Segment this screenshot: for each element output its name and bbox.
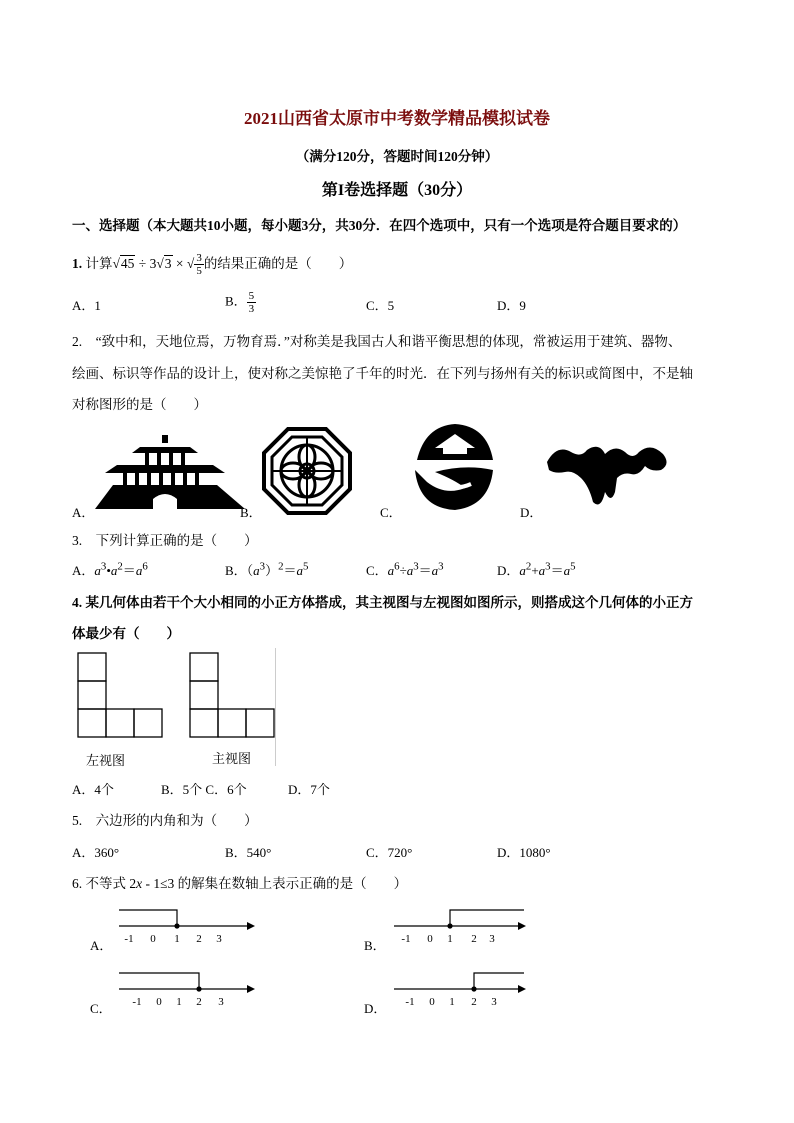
var: a	[296, 563, 304, 578]
q1-text-pre: 计算	[85, 256, 113, 271]
number-line-a	[115, 902, 255, 948]
var: x	[136, 876, 143, 891]
question-2-line-1: 2. “致中和，天地位焉，万物育焉．”对称美是我国古人和谐平衡思想的体现，常被运用于建筑、器物、	[72, 334, 682, 349]
option-d[interactable]: D．	[520, 505, 543, 520]
dragon-figure	[543, 442, 673, 512]
q1-text-mid: ÷ 3	[135, 256, 157, 271]
left-view-grid	[76, 651, 166, 739]
tick-labels	[124, 933, 222, 945]
option-d[interactable]: D．	[364, 1001, 387, 1016]
figure-border	[275, 648, 276, 766]
tick-label: 1	[447, 933, 453, 945]
tick-label: 0	[156, 996, 162, 1008]
left-view-caption: 左视图	[86, 753, 126, 768]
instructions: 一、选择题（本大题共10小题，每小题3分，共30分．在四个选项中，只有一个选项是符合题目要求的）	[72, 218, 687, 233]
question-3: 3. 下列计算正确的是（ ）	[72, 533, 258, 548]
var: a	[387, 563, 395, 578]
section-heading: 第I卷选择题（30分）	[321, 182, 473, 199]
front-view-grid	[188, 651, 278, 739]
option-b-c[interactable]: B．5个 C．6个	[161, 782, 247, 797]
option-b[interactable]: B．540°	[225, 845, 272, 860]
option-a[interactable]: A．	[72, 505, 95, 520]
exam-info: （满分120分，答题时间120分钟）	[295, 149, 499, 164]
option-label: B．	[225, 293, 247, 309]
exponent: 3	[100, 560, 107, 573]
op: ）	[265, 563, 279, 578]
question-number: 1.	[72, 256, 83, 271]
option-label: D．	[497, 563, 520, 578]
exponent: 3	[545, 560, 551, 573]
option-a[interactable]: A．360°	[72, 845, 120, 860]
tick-label: 3	[218, 996, 224, 1008]
number-line-c	[115, 965, 255, 1011]
building-figure	[95, 435, 245, 513]
exponent: 2	[525, 560, 532, 573]
question-1	[72, 252, 352, 277]
octagon-window-figure	[262, 427, 352, 515]
tick-label: 0	[429, 996, 435, 1008]
question-4-line-1: 4. 某几何体由若干个大小相同的小正方体搭成，其主视图与左视图如图所示，则搭成这个几何体的小正方	[72, 595, 693, 610]
tick-label: 2	[471, 996, 477, 1008]
var: a	[94, 563, 101, 578]
sqrt-symbol: √	[186, 256, 195, 271]
option-label: B．（	[225, 563, 254, 578]
option-a[interactable]: A．1	[72, 298, 101, 313]
frac-num: 5	[248, 290, 255, 302]
frac-den: 3	[248, 303, 255, 315]
front-view-caption: 主视图	[212, 751, 252, 766]
question-4-line-2: 体最少有（ ）	[72, 626, 180, 641]
tick-label: -1	[405, 996, 415, 1008]
tick-label: 0	[427, 933, 433, 945]
var: a	[563, 563, 571, 578]
number-line-b	[390, 902, 530, 948]
op: •	[106, 563, 111, 578]
option-a[interactable]	[72, 560, 148, 579]
option-c[interactable]: C．5	[366, 298, 395, 313]
option-c[interactable]	[366, 560, 444, 579]
exponent: 2	[117, 560, 123, 573]
var: a	[406, 563, 414, 578]
var: a	[538, 563, 546, 578]
tick-label: 2	[196, 933, 202, 945]
round-emblem-figure	[405, 420, 497, 512]
exponent: 5	[570, 560, 576, 573]
exponent: 5	[303, 560, 309, 573]
op: ÷	[399, 563, 407, 578]
option-a[interactable]: A．4个	[72, 782, 114, 797]
question-6	[72, 872, 407, 892]
option-c[interactable]: C．720°	[366, 845, 413, 860]
fraction-5-3	[247, 290, 257, 315]
q6-text-pre: 6. 不等式 2	[72, 876, 137, 891]
option-label: C．	[366, 563, 388, 578]
var: a	[135, 563, 143, 578]
tick-label: 2	[196, 996, 202, 1008]
number-line-d	[390, 965, 530, 1011]
q1-times: ×	[172, 256, 187, 271]
op: ＝	[122, 563, 136, 578]
var: a	[253, 563, 260, 578]
tick-label: -1	[132, 996, 142, 1008]
tick-label: 1	[174, 933, 180, 945]
question-5: 5. 六边形的内角和为（ ）	[72, 813, 258, 828]
op: ＝	[550, 563, 564, 578]
option-c[interactable]: C．	[380, 505, 402, 520]
option-d[interactable]	[497, 560, 576, 579]
tick-label: -1	[401, 933, 411, 945]
radicand-45: 45	[120, 256, 135, 271]
op: ＝	[418, 563, 432, 578]
option-b[interactable]: B．	[364, 938, 386, 953]
exponent: 2	[278, 560, 284, 573]
tick-label: 3	[489, 933, 495, 945]
exponent: 6	[394, 560, 400, 573]
var: a	[431, 563, 439, 578]
q6-text-post: - 1≤3 的解集在数轴上表示正确的是（ ）	[142, 876, 408, 891]
var: a	[110, 563, 118, 578]
tick-label: -1	[124, 933, 134, 945]
frac-num: 3	[196, 252, 202, 265]
fraction-3-5	[194, 252, 204, 277]
radicand-3: 3	[164, 256, 172, 271]
exponent: 3	[438, 560, 444, 573]
op: +	[531, 563, 539, 578]
option-b[interactable]: B．	[240, 505, 262, 520]
option-d[interactable]: D．7个	[288, 782, 330, 797]
exponent: 3	[413, 560, 419, 573]
page-title: 2021山西省太原市中考数学精品模拟试卷	[244, 109, 550, 128]
sqrt-symbol: √	[112, 256, 120, 271]
option-a[interactable]: A．	[90, 938, 113, 953]
option-b[interactable]	[225, 560, 308, 579]
tick-label: 1	[449, 996, 455, 1008]
tick-label: 3	[216, 933, 222, 945]
option-b[interactable]	[225, 290, 256, 315]
tick-label: 0	[150, 933, 156, 945]
tick-label: 2	[471, 933, 477, 945]
exponent: 3	[259, 560, 266, 573]
option-d[interactable]: D．1080°	[497, 845, 551, 860]
option-d[interactable]: D．9	[497, 298, 526, 313]
option-label: A．	[72, 563, 95, 578]
tick-label: 1	[176, 996, 182, 1008]
option-c[interactable]: C．	[90, 1001, 112, 1016]
q1-text-post: 的结果正确的是（ ）	[203, 256, 353, 271]
var: a	[519, 563, 526, 578]
question-2-line-2: 绘画、标识等作品的设计上，使对称之美惊艳了千年的时光．在下列与扬州有关的标识或简图中，不是轴	[72, 366, 693, 381]
tick-label: 3	[491, 996, 497, 1008]
frac-den: 5	[196, 265, 202, 278]
op: ＝	[283, 563, 297, 578]
sqrt-symbol: √	[156, 256, 164, 271]
exponent: 6	[142, 560, 148, 573]
question-2-line-3: 对称图形的是（ ）	[72, 397, 207, 412]
